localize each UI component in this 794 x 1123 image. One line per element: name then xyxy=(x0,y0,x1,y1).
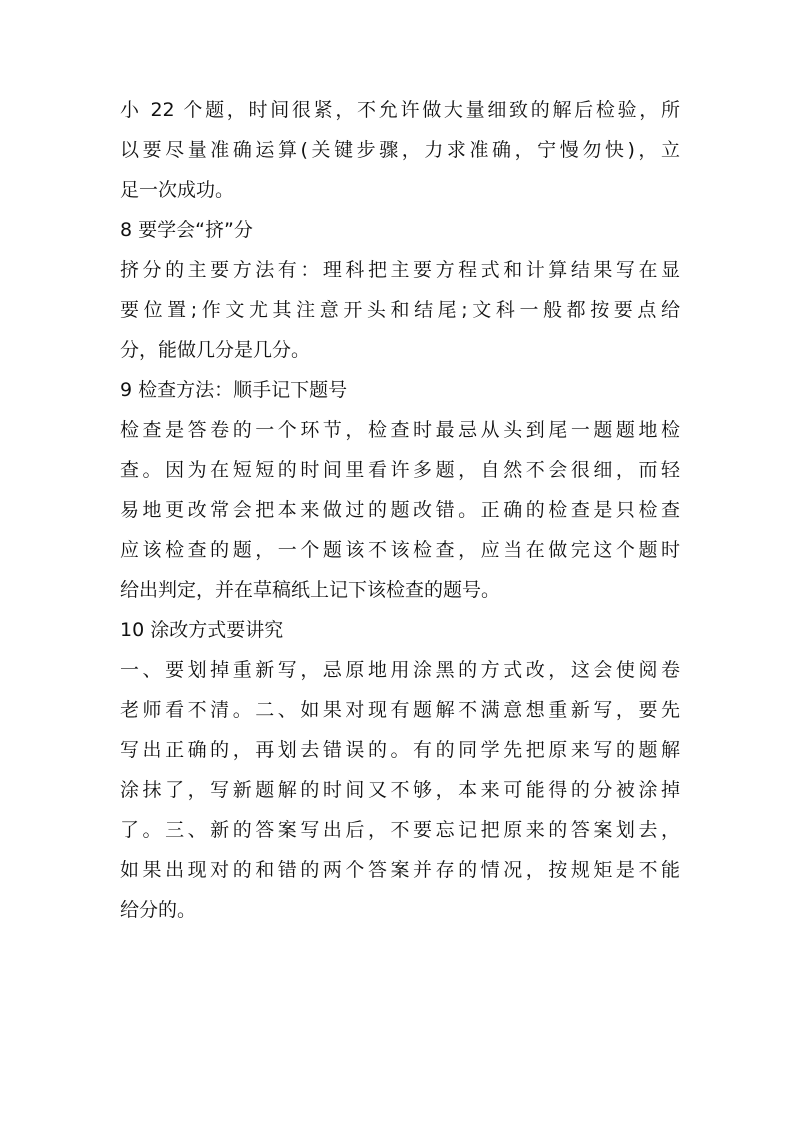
paragraph-line: 要位置;作文尤其注意开头和结尾;文科一般都按要点给 xyxy=(120,299,680,321)
paragraph-line: 如果出现对的和错的两个答案并存的情况，按规矩是不能 xyxy=(120,859,680,881)
paragraph-line: 挤分的主要方法有：理科把主要方程式和计算结果写在显 xyxy=(120,259,680,281)
paragraph-line: 检查是答卷的一个环节，检查时最忌从头到尾一题题地检 xyxy=(120,419,680,441)
paragraph-line: 了。三、新的答案写出后，不要忘记把原来的答案划去， xyxy=(120,819,680,841)
paragraph-line: 足一次成功。 xyxy=(120,179,235,201)
paragraph-line: 一、要划掉重新写，忌原地用涂黑的方式改，这会使阅卷 xyxy=(120,659,680,681)
paragraph-line: 给出判定，并在草稿纸上记下该检查的题号。 xyxy=(120,579,501,601)
section-heading: 10 涂改方式要讲究 xyxy=(120,619,284,641)
paragraph-line: 老师看不清。二、如果对现有题解不满意想重新写，要先 xyxy=(120,699,680,721)
paragraph-line: 分，能做几分是几分。 xyxy=(120,339,311,361)
paragraph-line: 小 22 个题，时间很紧，不允许做大量细致的解后检验，所 xyxy=(120,99,680,121)
paragraph-line: 应该检查的题，一个题该不该检查，应当在做完这个题时 xyxy=(120,539,680,561)
paragraph-line: 易地更改常会把本来做过的题改错。正确的检查是只检查 xyxy=(120,499,680,521)
paragraph-line: 给分的。 xyxy=(120,899,197,921)
paragraph-line: 查。因为在短短的时间里看许多题，自然不会很细，而轻 xyxy=(120,459,680,481)
paragraph-line: 以要尽量准确运算(关键步骤，力求准确，宁慢勿快)，立 xyxy=(120,139,680,161)
paragraph-line: 写出正确的，再划去错误的。有的同学先把原来写的题解 xyxy=(120,739,680,761)
paragraph-line: 涂抹了，写新题解的时间又不够，本来可能得的分被涂掉 xyxy=(120,779,680,801)
document-page xyxy=(120,90,680,930)
section-heading: 8 要学会“挤”分 xyxy=(120,219,253,241)
section-heading: 9 检查方法：顺手记下题号 xyxy=(120,379,348,401)
